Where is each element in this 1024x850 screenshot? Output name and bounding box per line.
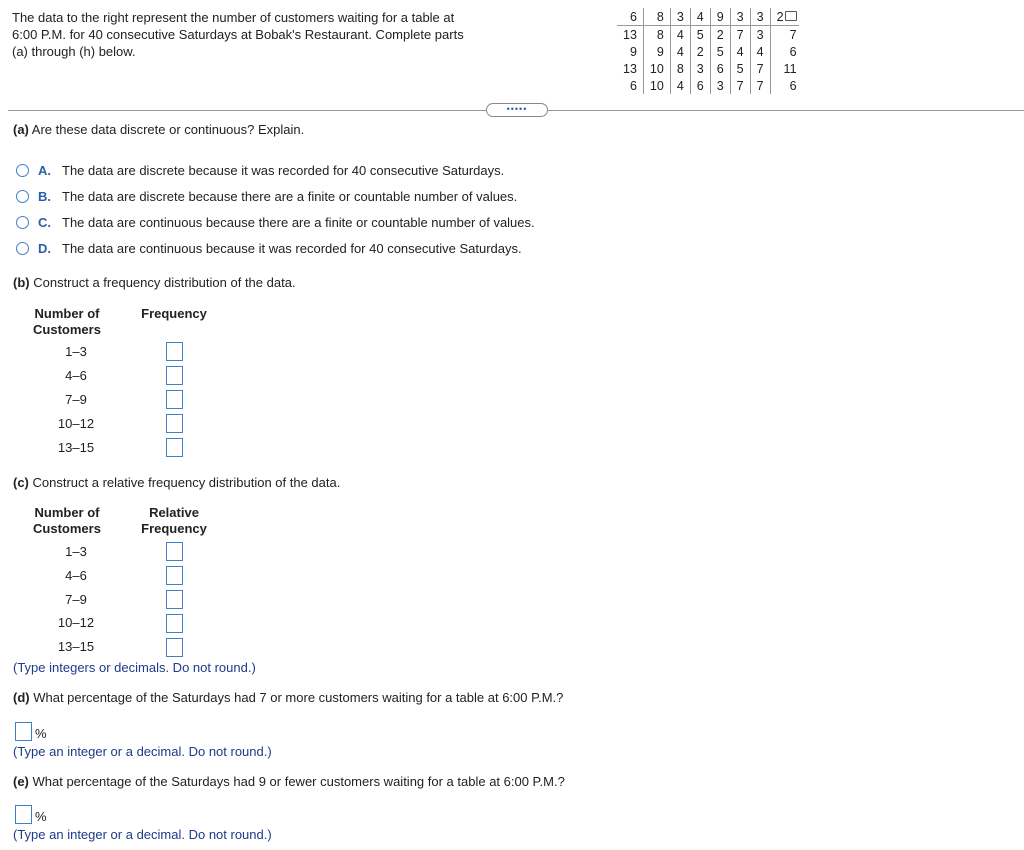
data-cell: 7 xyxy=(770,26,798,44)
data-cell: 6 xyxy=(690,77,710,94)
data-cell: 10 xyxy=(643,77,670,94)
frequency-header: Frequency xyxy=(141,306,207,321)
relative-frequency-input[interactable] xyxy=(166,638,183,657)
part-c-question: (c) Construct a relative frequency distribution of the data. xyxy=(13,475,341,490)
data-cell: 2 xyxy=(690,43,710,60)
part-d-note: (Type an integer or a decimal. Do not round.) xyxy=(13,744,272,759)
data-cell: 4 xyxy=(690,8,710,26)
class-label: 1–3 xyxy=(65,344,87,359)
problem-intro xyxy=(12,9,502,60)
data-cell: 7 xyxy=(750,77,770,94)
customers-header: Number of Customers xyxy=(33,306,101,337)
percent-unit: % xyxy=(35,809,47,824)
data-cell: 4 xyxy=(670,43,690,60)
radio-icon[interactable] xyxy=(16,164,29,177)
percentage-input[interactable] xyxy=(15,805,32,824)
percent-unit: % xyxy=(35,726,47,741)
data-cell: 7 xyxy=(730,26,750,44)
option-d[interactable]: D. The data are continuous because it was recorded for 40 consecutive Saturdays. xyxy=(16,239,522,257)
customers-header: Number of Customers xyxy=(33,505,101,536)
data-cell: 3 xyxy=(750,8,770,26)
data-cell: 3 xyxy=(730,8,750,26)
data-cell: 8 xyxy=(643,8,670,26)
customer-data-table xyxy=(617,8,799,94)
option-a[interactable]: A. The data are discrete because it was recorded for 40 consecutive Saturdays. xyxy=(16,161,504,179)
data-row xyxy=(617,26,799,44)
data-cell: 2 xyxy=(710,26,730,44)
data-row xyxy=(617,43,799,60)
data-cell: 6 xyxy=(770,43,798,60)
data-row xyxy=(617,8,799,26)
class-label: 1–3 xyxy=(65,544,87,559)
class-label: 10–12 xyxy=(57,416,95,431)
data-cell: 2 xyxy=(770,8,798,26)
part-e-note: (Type an integer or a decimal. Do not round.) xyxy=(13,827,272,842)
class-label: 13–15 xyxy=(57,440,95,455)
option-b[interactable]: B. The data are discrete because there are a finite or countable number of values. xyxy=(16,187,517,205)
data-cell: 7 xyxy=(730,77,750,94)
relative-frequency-input[interactable] xyxy=(166,542,183,561)
data-cell: 9 xyxy=(643,43,670,60)
frequency-input[interactable] xyxy=(166,390,183,409)
part-d-question: (d) What percentage of the Saturdays had 7 or more customers waiting for a table at 6:00 P.M.? xyxy=(13,690,564,705)
data-cell: 6 xyxy=(710,60,730,77)
expand-button[interactable]: ••••• xyxy=(486,103,548,117)
class-label: 7–9 xyxy=(65,592,87,607)
part-e-question: (e) What percentage of the Saturdays had 9 or fewer customers waiting for a table at 6:00 P.M.? xyxy=(13,774,565,789)
data-cell: 6 xyxy=(770,77,798,94)
radio-icon[interactable] xyxy=(16,216,29,229)
data-cell: 11 xyxy=(770,60,798,77)
class-label: 7–9 xyxy=(65,392,87,407)
data-cell: 4 xyxy=(670,26,690,44)
copy-icon[interactable] xyxy=(785,11,797,21)
relative-frequency-header: Relative Frequency xyxy=(141,505,207,536)
radio-icon[interactable] xyxy=(16,190,29,203)
class-label: 4–6 xyxy=(65,368,87,383)
data-cell: 9 xyxy=(629,44,637,59)
data-cell: 4 xyxy=(750,43,770,60)
data-cell: 5 xyxy=(710,43,730,60)
data-cell: 13 xyxy=(623,61,637,76)
data-cell: 5 xyxy=(690,26,710,44)
relative-frequency-input[interactable] xyxy=(166,614,183,633)
percentage-input[interactable] xyxy=(15,722,32,741)
part-b-question: (b) Construct a frequency distribution of the data. xyxy=(13,275,296,290)
data-cell: 5 xyxy=(730,60,750,77)
intro-line-3: (a) through (h) below. xyxy=(12,44,136,59)
data-cell: 9 xyxy=(710,8,730,26)
part-a-question: (a) Are these data discrete or continuous? Explain. xyxy=(13,122,305,137)
data-cell: 3 xyxy=(750,26,770,44)
intro-line-2: 6:00 P.M. for 40 consecutive Saturdays at Bobak's Restaurant. Complete parts xyxy=(12,27,464,42)
data-cell: 10 xyxy=(643,60,670,77)
data-cell: 4 xyxy=(730,43,750,60)
option-c[interactable]: C. The data are continuous because there are a finite or countable number of values. xyxy=(16,213,535,231)
frequency-input[interactable] xyxy=(166,366,183,385)
data-cell: 3 xyxy=(670,8,690,26)
part-c-note: (Type integers or decimals. Do not round.) xyxy=(13,660,256,675)
data-cell: 8 xyxy=(670,60,690,77)
class-label: 10–12 xyxy=(57,615,95,630)
data-cell: 7 xyxy=(750,60,770,77)
data-cell: 3 xyxy=(690,60,710,77)
data-cell: 8 xyxy=(643,26,670,44)
relative-frequency-input[interactable] xyxy=(166,590,183,609)
data-cell: 4 xyxy=(670,77,690,94)
frequency-input[interactable] xyxy=(166,414,183,433)
frequency-input[interactable] xyxy=(166,438,183,457)
data-cell: 13 xyxy=(623,27,637,42)
relative-frequency-input[interactable] xyxy=(166,566,183,585)
data-cell: 3 xyxy=(710,77,730,94)
data-row xyxy=(617,60,799,77)
class-label: 13–15 xyxy=(57,639,95,654)
radio-icon[interactable] xyxy=(16,242,29,255)
frequency-input[interactable] xyxy=(166,342,183,361)
data-cell: 6 xyxy=(617,8,643,26)
intro-line-1: The data to the right represent the number of customers waiting for a table at xyxy=(12,10,455,25)
data-cell: 6 xyxy=(629,78,637,93)
data-row xyxy=(617,77,799,94)
class-label: 4–6 xyxy=(65,568,87,583)
